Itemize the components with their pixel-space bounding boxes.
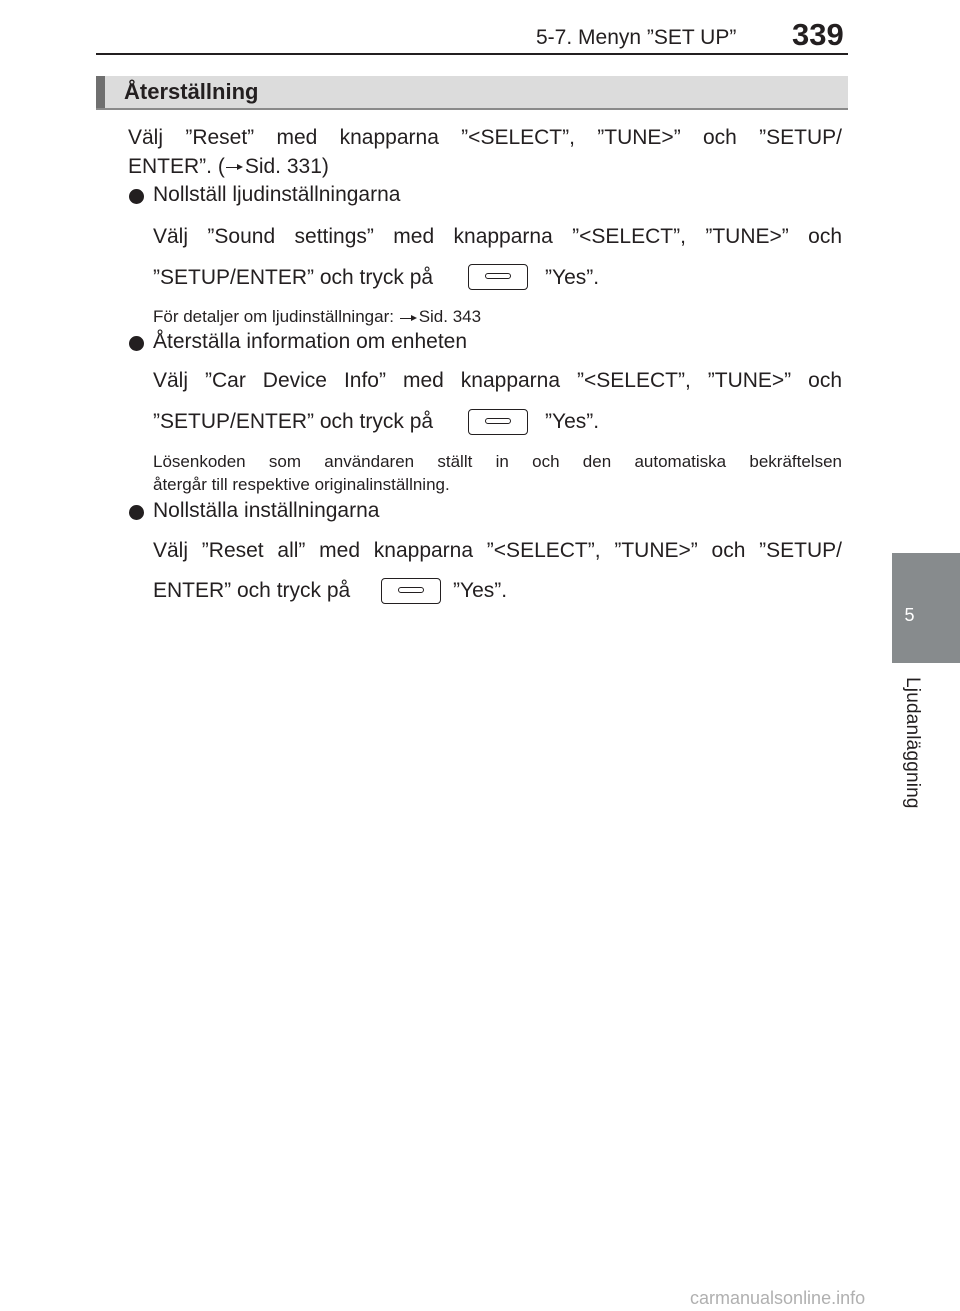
item-2-note-line-1: Lösenkoden som användaren ställt in och den automatiska bekräftelsen <box>153 452 842 471</box>
bullet-icon <box>129 505 144 520</box>
bullet-icon <box>129 189 144 204</box>
button-bar-icon <box>398 587 424 593</box>
item-1-line-1: Välj ”Sound settings” med knapparna ”<SELECT”, ”TUNE>” och <box>153 225 842 248</box>
header-rule <box>96 53 848 55</box>
section-title: Återställning <box>124 79 259 104</box>
item-1-note <box>153 307 481 327</box>
enter-button-icon <box>381 578 441 604</box>
page-number: 339 <box>792 17 844 52</box>
item-2-line-1: Välj ”Car Device Info” med knapparna ”<SELECT”, ”TUNE>” och <box>153 369 842 392</box>
chapter-number: 5 <box>904 605 915 625</box>
enter-button-icon <box>468 409 528 435</box>
running-header-section: 5-7. Menyn ”SET UP” <box>536 26 737 49</box>
item-1-title: Nollställ ljudinställningarna <box>153 183 401 206</box>
item-1-note-ref: Sid. 343 <box>418 307 482 326</box>
intro-page-ref: Sid. 331) <box>244 155 329 178</box>
item-3-title: Nollställa inställningarna <box>153 499 380 522</box>
heading-accent <box>96 76 105 108</box>
chapter-tab <box>892 553 960 663</box>
item-2-line-2-text: ”SETUP/ENTER” och tryck på <box>153 410 434 433</box>
enter-button-icon <box>468 264 528 290</box>
arrow-icon <box>225 161 245 173</box>
item-1-line-2-text: ”SETUP/ENTER” och tryck på <box>153 266 434 289</box>
item-3-yes: ”Yes”. <box>453 579 508 602</box>
intro-line-2-text: ENTER”. ( <box>128 155 225 178</box>
item-1-yes: ”Yes”. <box>545 266 600 289</box>
item-1-note-text: För detaljer om ljudinställningar: <box>153 307 394 326</box>
item-2-note-line-2: återgår till respektive originalinställning. <box>153 475 450 494</box>
section-heading <box>96 76 848 110</box>
button-bar-icon <box>485 418 511 424</box>
button-bar-icon <box>485 273 511 279</box>
chapter-title: Ljudanläggning <box>902 677 923 809</box>
item-2-title: Återställa information om enheten <box>153 330 468 353</box>
watermark: carmanualsonline.info <box>690 1288 866 1308</box>
item-3-line-2-text: ENTER” och tryck på <box>153 579 351 602</box>
intro-line-1: Välj ”Reset” med knapparna ”<SELECT”, ”TUNE>” och ”SETUP/ <box>128 126 842 149</box>
arrow-icon <box>399 312 419 324</box>
bullet-icon <box>129 336 144 351</box>
item-2-yes: ”Yes”. <box>545 410 600 433</box>
item-3-line-1: Välj ”Reset all” med knapparna ”<SELECT”, ”TUNE>” och ”SETUP/ <box>153 539 842 562</box>
intro-line-2 <box>128 155 329 179</box>
